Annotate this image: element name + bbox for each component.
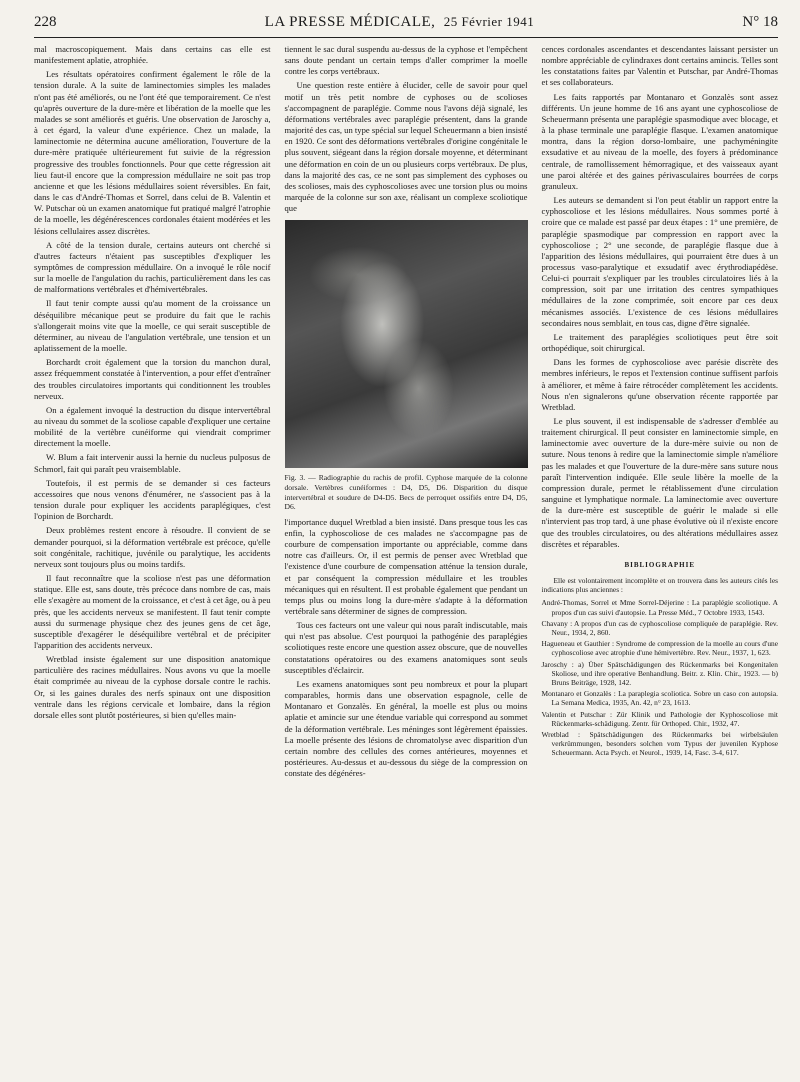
paragraph: On a également invoqué la destruction du disque intervertébral au niveau du sommet de la scoliose capable d'expliquer une certaine mobilité de la vertèbre cunéiforme qui viendrait comprimer directement la moelle.	[34, 404, 271, 449]
bibliography-entry: Chavany : A propos d'un cas de cyphoscoliose compliquée de paraplégie. Rev. Neur., 1934, 2, 860.	[541, 618, 778, 638]
journal-title	[265, 14, 535, 31]
bibliography-intro: Elle est volontairement incomplète et on trouvera dans les auteurs cités les indications plus anciennes :	[541, 576, 778, 595]
column-1	[34, 44, 271, 724]
bibliography-list	[542, 598, 779, 757]
paragraph: Les examens anatomiques sont peu nombreux et pour la plupart comparables, hormis dans une observation espagnole, celle de Montanaro et Gonzalès. En général, la moelle est plus ou moins aplatie et amincie sur une étendue variable qui correspond au sommet de la déformation vertébrale. Les méninges sont légèrement épaissies. La moelle présente des lésions de chromatolyse avec disparition d'un certain nombre des cellules des cornes antérieures, moyennes et postérieures. Au-dessus et au-dessous du siège de la compression on constate des dégénéres-	[284, 678, 528, 779]
bibliography-title: BIBLIOGRAPHIE	[624, 560, 696, 569]
issue-number: N° 18	[742, 14, 778, 30]
column-3	[542, 44, 779, 760]
column-2	[285, 44, 528, 782]
paragraph: Borchardt croit également que la torsion du manchon dural, assez fréquemment constatée à l'intervention, a pour effet d'entraîner des troubles circulatoires importants qui conditionnent les troubles nerveux.	[34, 357, 271, 401]
bibliography	[542, 576, 779, 758]
paragraph: Dans les formes de cyphoscoliose avec parésie discrète des membres inférieurs, le repos et l'extension continue suffisent parfois à améliorer, et même à faire rétrocéder complètement les accidents. Nous n'en signalerons qu'une observation récente rapportée par Wretblad.	[541, 357, 778, 412]
paragraph: l'importance duquel Wretblad a bien insisté. Dans presque tous les cas enfin, la cyphoscoliose de ces malades ne s'accompagne pas de courbure de compensation importante ou appréciable, comme dans notre cas d'ailleurs. Or, il est permis de penser avec Wretblad que l'existence d'une courbure de compensation atténue la tension durale, et par conséquent la compression médullaire et les troubles mécaniques qui en résultent. Il est probable également que pendant un temps plus ou moins long la dure-mère s'adapte à la déformation vertébrale sans déterminer de signes de compression.	[284, 516, 528, 616]
paragraph: Il faut tenir compte aussi qu'au moment de la croissance un déséquilibre mécanique peut se produire du fait que le rachis s'allongerait moins vite que la moelle, ce qui serait susceptible de déterminer, au niveau de l'angulation vertébrale, une tension et un aplatissement de la moelle.	[34, 298, 271, 354]
bibliography-entry: Jaroschy : a) Über Spätschädigungen des Rückenmarks bei Kongenitalen Skoliose, und ihre operative Benhandlung. Beitr. z. Klin. Chir., 1923. — b) Bruns Beiträge, 1928, 142.	[541, 659, 778, 688]
paragraph: Le plus souvent, il est indispensable de s'adresser d'emblée au traitement chirurgical. Il peut consister en laminectomie simple, en laminectomie avec ouverture de la dure-mère suivie ou non de suture. Nous tenons à redire que la laminectomie simple n'améliore pas les malades et que l'ouverture de la dure-mère sans suture nous paraît l'intervention indiquée. Elle seule libère la moelle de la compression durale, permet le rétablissement d'une circulation sanguine et lymphatique normale. La laminectomie avec ouverture de la dure-mère est susceptible de guérir le malade si elle n'intervient pas trop tard, à une phase évolutive où il n'existe encore que des troubles circulatoires, ou des altérations médullaires assez discrètes et réparables.	[541, 416, 778, 549]
spine-radiograph-figure	[285, 220, 528, 468]
bibliography-entry: Montanaro et Gonzalès : La paraplegia scoliotica. Sobre un caso con autopsia. La Semana Medica, 1935, An. 42, n° 23, 1613.	[541, 689, 778, 708]
paragraph: mal macroscopiquement. Mais dans certains cas elle est manifestement aplatie, atrophiée.	[34, 44, 271, 66]
paragraph: tiennent le sac dural suspendu au-dessus de la cyphose et l'empêchent sans doute pendant un certain temps d'aller comprimer la moelle contre les corps vertébraux.	[284, 44, 528, 77]
paragraph: W. Blum a fait intervenir aussi la hernie du nucleus pulposus de Schmorl, fait qui paraît peu vraisemblable.	[34, 452, 271, 474]
bibliography-entry: André-Thomas, Sorrel et Mme Sorrel-Déjerine : La paraplégie scoliotique. A propos d'un cas suivi d'autopsie. La Presse Méd., 7 Octobre 1933, 1543.	[541, 598, 778, 617]
paragraph: cences cordonales ascendantes et descendantes laissant persister un nombre appréciable de cylindraxes dont certains amincis. Telles sont les constatations faites par Valentin et Putschar, par André-Thomas et ses collaborateurs.	[541, 44, 778, 88]
paragraph: Deux problèmes restent encore à résoudre. Il convient de se demander pourquoi, si la déformation vertébrale est précoce, qu'elle soit congénitale, rachitique, juvénile ou paralytique, les accidents nerveux sont toujours plus ou moins tardifs.	[34, 525, 271, 569]
column-2-top-text	[285, 44, 528, 214]
page-header	[34, 14, 778, 38]
paragraph: Toutefois, il est permis de se demander si ces facteurs accessoires que nous venons d'énumérer, ne s'associent pas à la tension durale pour expliquer les accidents paraplégiques, c'est l'opinion de Borchardt.	[34, 477, 271, 522]
paragraph: Le traitement des paraplégies scoliotiques peut être soit orthopédique, soit chirurgical.	[541, 331, 778, 354]
issue-date: 25 Février 1941	[443, 14, 535, 29]
paragraph: A côté de la tension durale, certains auteurs ont cherché si d'autres facteurs n'étaient pas susceptibles d'expliquer les symptômes de compression médullaire. On a invoqué le rôle nocif sur la moelle de l'angulation du rachis, particulièrement dans les cas de malformations vertébrales et d'hémivertébrales.	[34, 239, 271, 295]
bibliography-entry: Valentin et Putschar : Zür Klinik und Pathologie der Kyphoscoliose mit Rückenmarks-schädigung. Zentr. für Orthoped. Chir., 1932, 47.	[541, 709, 778, 728]
article-columns	[34, 44, 778, 782]
paragraph: Les résultats opératoires confirment également le rôle de la tension durale. A la suite de laminectomies simples les malades n'ont pas été améliorés, ou ne l'ont été que temporairement. Ce n'est qu'après ouverture de la dure-mère et libération de la moelle que les malades se sont améliorés et guéris. Une observation de Jaroschy a, à cet égard, la valeur d'une expérience. Chez un malade, la laminectomie ne détermina aucune amélioration, l'ouverture de la dure-mère pratiquée ultérieurement fut suivie de la régression progressive des troubles fonctionnels. Pour que cette régression ait lieu faut-il encore que la compression médullaire ne soit pas trop ancienne et que les lésions médullaires soient réversibles. En fait, dans le cas d'André-Thomas et Sorrel, dans celui de B. Valentin et W. Putschar où un examen anatomique fut pratiqué malgré l'atrophie de la moelle, les dégénérescences cordonales étaient modérées et les lésions cellulaires assez discrètes.	[34, 69, 271, 236]
page-number: 228	[34, 14, 57, 30]
paragraph: Une question reste entière à élucider, celle de savoir pour quel motif un très petit nombre de cyphoses ou de scolioses s'accompagnent de paraplégie. Comme nous l'avons déjà signalé, les déformations vertébrales avec paraplégie présentent, dans la grande majorité des cas, un type spécial sur lequel Scheuermann a bien insisté en 1920. Ce sont des déformations vertébrales d'origine congénitale le plus souvent, siégeant dans la région dorsale moyenne, et déterminant une déformation en coin de un ou plusieurs corps vertébraux. De plus, dans la majorité des cas, ce ne sont pas simplement des cyphoses ou des scolioses, mais des cyphoscolioses avec une torsion plus ou moins marquée de la colonne sur son axe, réalisant un complexe scoliotique que	[284, 80, 528, 214]
bibliography-entry: Wretblad : Spätschädigungen des Rückenmarks bei wirbelsäulen verkrümmungen, besonders solchen vom Typus der juvenilen Kyphose Scheuermann. Acta Psych. et Neurol., 1939, 14, Fasc. 3-4, 617.	[541, 730, 778, 758]
column-2-bottom-text	[285, 517, 528, 780]
bibliography-entry: Hagueneau et Gauthier : Syndrome de compression de la moelle au cours d'une cyphoscoliose avec atrophie d'une hémivertèbre. Rev. Neur., 1937, 1, 623.	[541, 639, 778, 658]
column-3-text	[542, 44, 779, 550]
paragraph: Wretblad insiste également sur une disposition anatomique particulière des racines médullaires. Nous avons vu que la moelle était comprimée au niveau de la cyphose dorsale contre le rachis. Or, si les gaines durales des nerfs spinaux ont une disposition ventrale dans les régions cervicale et lombaire, dans la région dorsale elles sont plutôt postérieures, si bien qu'elles main-	[34, 654, 271, 720]
paragraph: Les faits rapportés par Montanaro et Gonzalès sont assez différents. Un jeune homme de 16 ans ayant une cyphoscoliose de Scheuermann présenta une paraplégie spasmodique avec blocage, et à la phase terminale une paraplégie flasque. L'examen anatomique montra, dans la région dorso-lombaire, une pachyméningite exsudative et au niveau de la moelle, des foyers à prédominance centrale, de ramollissement hémorragique, et des vaisseaux ayant une paroi altérée et des gaines périvasculaires bourrées de corps granuleux.	[541, 91, 778, 191]
paragraph: Tous ces facteurs ont une valeur qui nous paraît indiscutable, mais qui n'est pas absolue. C'est pourquoi la pathogénie des paraplégies scoliotiques reste encore une question assez obscure, que de nouvelles constatations opératoires ou des examens anatomiques sont seuls susceptibles d'éclaircir.	[284, 620, 528, 675]
journal-name: LA PRESSE MÉDICALE,	[264, 14, 436, 30]
paragraph: Il faut reconnaître que la scoliose n'est pas une déformation statique. Elle est, sans doute, très précoce dans nombre de cas, mais elle s'exagère au moment de la croissance, et c'est à cet âge, ou à peu près, que les accidents nerveux se manifestent. Il faut tenir compte aussi du surmenage physique chez des jeunes gens de cet âge, susceptible d'exagérer le déséquilibre vertébral et de précipiter l'apparition des accidents nerveux.	[34, 573, 271, 650]
paragraph: Les auteurs se demandent si l'on peut établir un rapport entre la cyphoscoliose et les lésions médullaires. Nous sommes porté à croire que ce malade est passé par deux étapes : 1° une première, de paraplégie spasmodique par compression en rapport avec la cyphoscoliose ; 2° une seconde, de paraplégie flasque due à l'apparition des lésions médullaires, qui pourraient être dues à un processus vaso-paralytique et exsudatif avec érythrodiapédèse. Celui-ci pourrait s'expliquer par les troubles circulatoires liés à la compression, soit par une irritation des centres sympathiques médullaires de la zone comprimée, soit encore par ces deux mécanismes associés. L'existence de ces lésions médullaires secondaires nous semblait, en tous cas, digne d'être signalée.	[541, 195, 778, 328]
figure-caption: Fig. 3. — Radiographie du rachis de profil. Cyphose marquée de la colonne dorsale. Vertèbres cunéiformes : D4, D5, D6. Disparition du disque intervertébral et soudure de D4-D5. Becs de perroquet ossifiés entre D4, D5, D6.	[284, 473, 528, 512]
